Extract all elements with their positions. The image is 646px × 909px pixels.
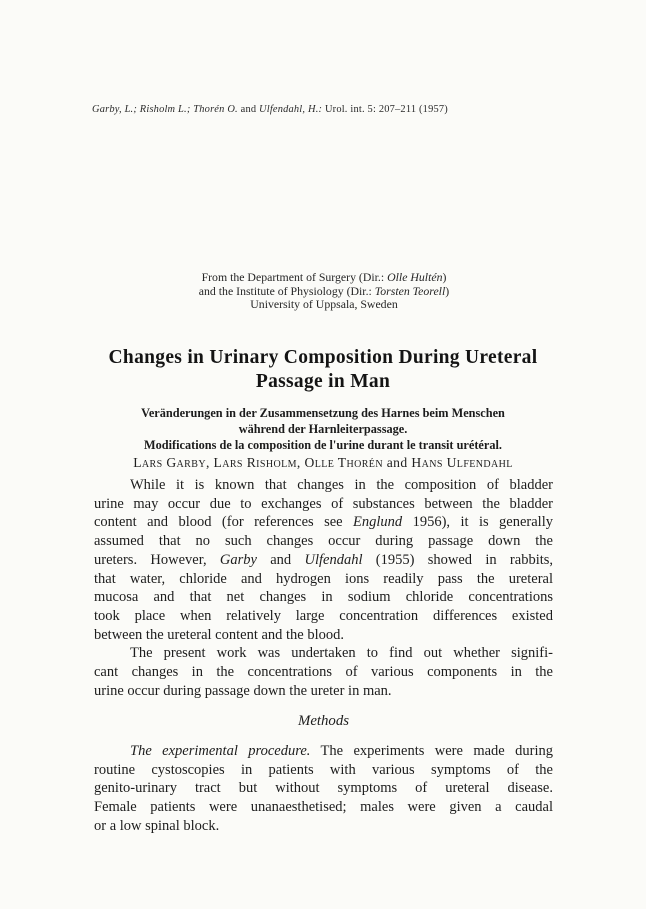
- text-line: [94, 817, 553, 836]
- text-line: [94, 626, 553, 645]
- text-segment: and the Institute of Physiology (Dir.:: [198, 283, 375, 298]
- text-line: [94, 513, 553, 532]
- text-segment: 1956), it is generally: [402, 514, 553, 531]
- text-line: [94, 588, 553, 607]
- subtitle-french: [53, 438, 593, 454]
- text-line: [94, 495, 553, 514]
- title-line-2: Passage in Man: [255, 370, 391, 392]
- text-segment: or a low spinal block.: [94, 817, 220, 834]
- text-segment: ): [445, 283, 450, 298]
- text-segment: Ulfendahl, H.:: [259, 104, 323, 115]
- subtitle-german-line-1: Veränderungen in der Zusammensetzung des Harnes beim Menschen: [141, 406, 505, 420]
- text-segment: that water, chloride and hydrogen ions readily pass the ureteral: [94, 570, 553, 587]
- text-segment: (1955) showed in rabbits,: [362, 551, 554, 568]
- text-segment: From the Department of Surgery (Dir.:: [201, 270, 388, 284]
- text-segment: Urol. int. 5: 207–211 (1957): [322, 104, 448, 115]
- text-segment: Garby, L.; Risholm L.; Thorén O.: [92, 104, 238, 115]
- text-segment: between the ureteral content and the blood.: [94, 626, 345, 643]
- text-line: [94, 570, 553, 589]
- text-line: [94, 682, 553, 701]
- text-segment: mucosa and that net changes in sodium chloride concentrations: [94, 589, 553, 606]
- text-segment: urine occur during passage down the ureter in man.: [94, 682, 392, 699]
- text-segment: ureters. However,: [94, 551, 220, 568]
- text-line: [94, 779, 553, 798]
- subtitle-german-line-2: während der Harnleiterpassage.: [238, 421, 408, 436]
- methods-paragraph-1: [94, 742, 553, 836]
- text-segment: The present work was undertaken to find out whether signifi-: [130, 645, 553, 662]
- text-line: [94, 663, 553, 682]
- text-segment: Lars Garby, Lars Risholm, Olle Thorén: [133, 455, 383, 470]
- text-line: [94, 742, 553, 761]
- text-segment: took place when relatively large concentration differences existed: [94, 607, 553, 624]
- affiliation-line-1: [93, 271, 555, 285]
- journal-citation: [92, 104, 448, 115]
- text-line: [94, 551, 553, 570]
- affiliation-block: [93, 271, 555, 312]
- text-segment: and: [382, 455, 412, 470]
- text-segment: Olle Hultén: [387, 270, 443, 284]
- text-segment: Ulfendahl: [304, 551, 363, 568]
- affiliation-line-2: [93, 285, 555, 299]
- methods-section: [94, 742, 553, 836]
- text-line: [94, 644, 553, 663]
- text-line: [94, 532, 553, 551]
- text-segment: and: [237, 104, 260, 115]
- text-line: [94, 761, 553, 780]
- text-segment: genito-urinary tract but without symptoms of ureteral disease.: [94, 780, 553, 797]
- authors-line: [53, 455, 593, 471]
- text-segment: ): [442, 270, 447, 284]
- text-line: [94, 798, 553, 817]
- text-segment: Female patients were unanaesthetised; males were given a caudal: [94, 799, 553, 816]
- paper-title: [53, 346, 593, 393]
- text-segment: content and blood (for references see: [94, 514, 354, 531]
- intro-paragraph-2: [94, 644, 553, 700]
- text-segment: Hans Ulfendahl: [411, 455, 513, 470]
- text-segment: routine cystoscopies in patients with various symptoms of the: [94, 761, 553, 778]
- subtitle-french-line-1: Modifications de la composition de l'urine durant le transit urétéral.: [144, 438, 502, 452]
- text-segment: The experimental procedure.: [130, 743, 311, 759]
- introduction-section: [94, 476, 553, 700]
- text-segment: Englund: [353, 514, 403, 531]
- text-segment: The experiments were made during: [310, 743, 554, 759]
- text-segment: assumed that no such changes occur during passage down the: [94, 533, 553, 550]
- text-segment: cant changes in the concentrations of various components in the: [94, 664, 553, 681]
- title-line-1: Changes in Urinary Composition During Ureteral: [108, 347, 538, 368]
- text-line: [94, 476, 553, 495]
- text-segment: While it is known that changes in the composition of bladder: [130, 477, 553, 493]
- intro-paragraph-1: [94, 476, 553, 644]
- text-line: [94, 607, 553, 626]
- text-segment: Torsten Teorell: [374, 283, 446, 298]
- affiliation-line-3: [93, 298, 555, 312]
- text-segment: University of Uppsala, Sweden: [250, 297, 398, 312]
- text-segment: Garby: [219, 551, 257, 568]
- methods-heading: Methods: [298, 713, 349, 729]
- subtitle-german: [53, 406, 593, 437]
- text-segment: and: [256, 551, 305, 568]
- text-segment: urine may occur due to exchanges of substances between the bladder: [94, 495, 553, 512]
